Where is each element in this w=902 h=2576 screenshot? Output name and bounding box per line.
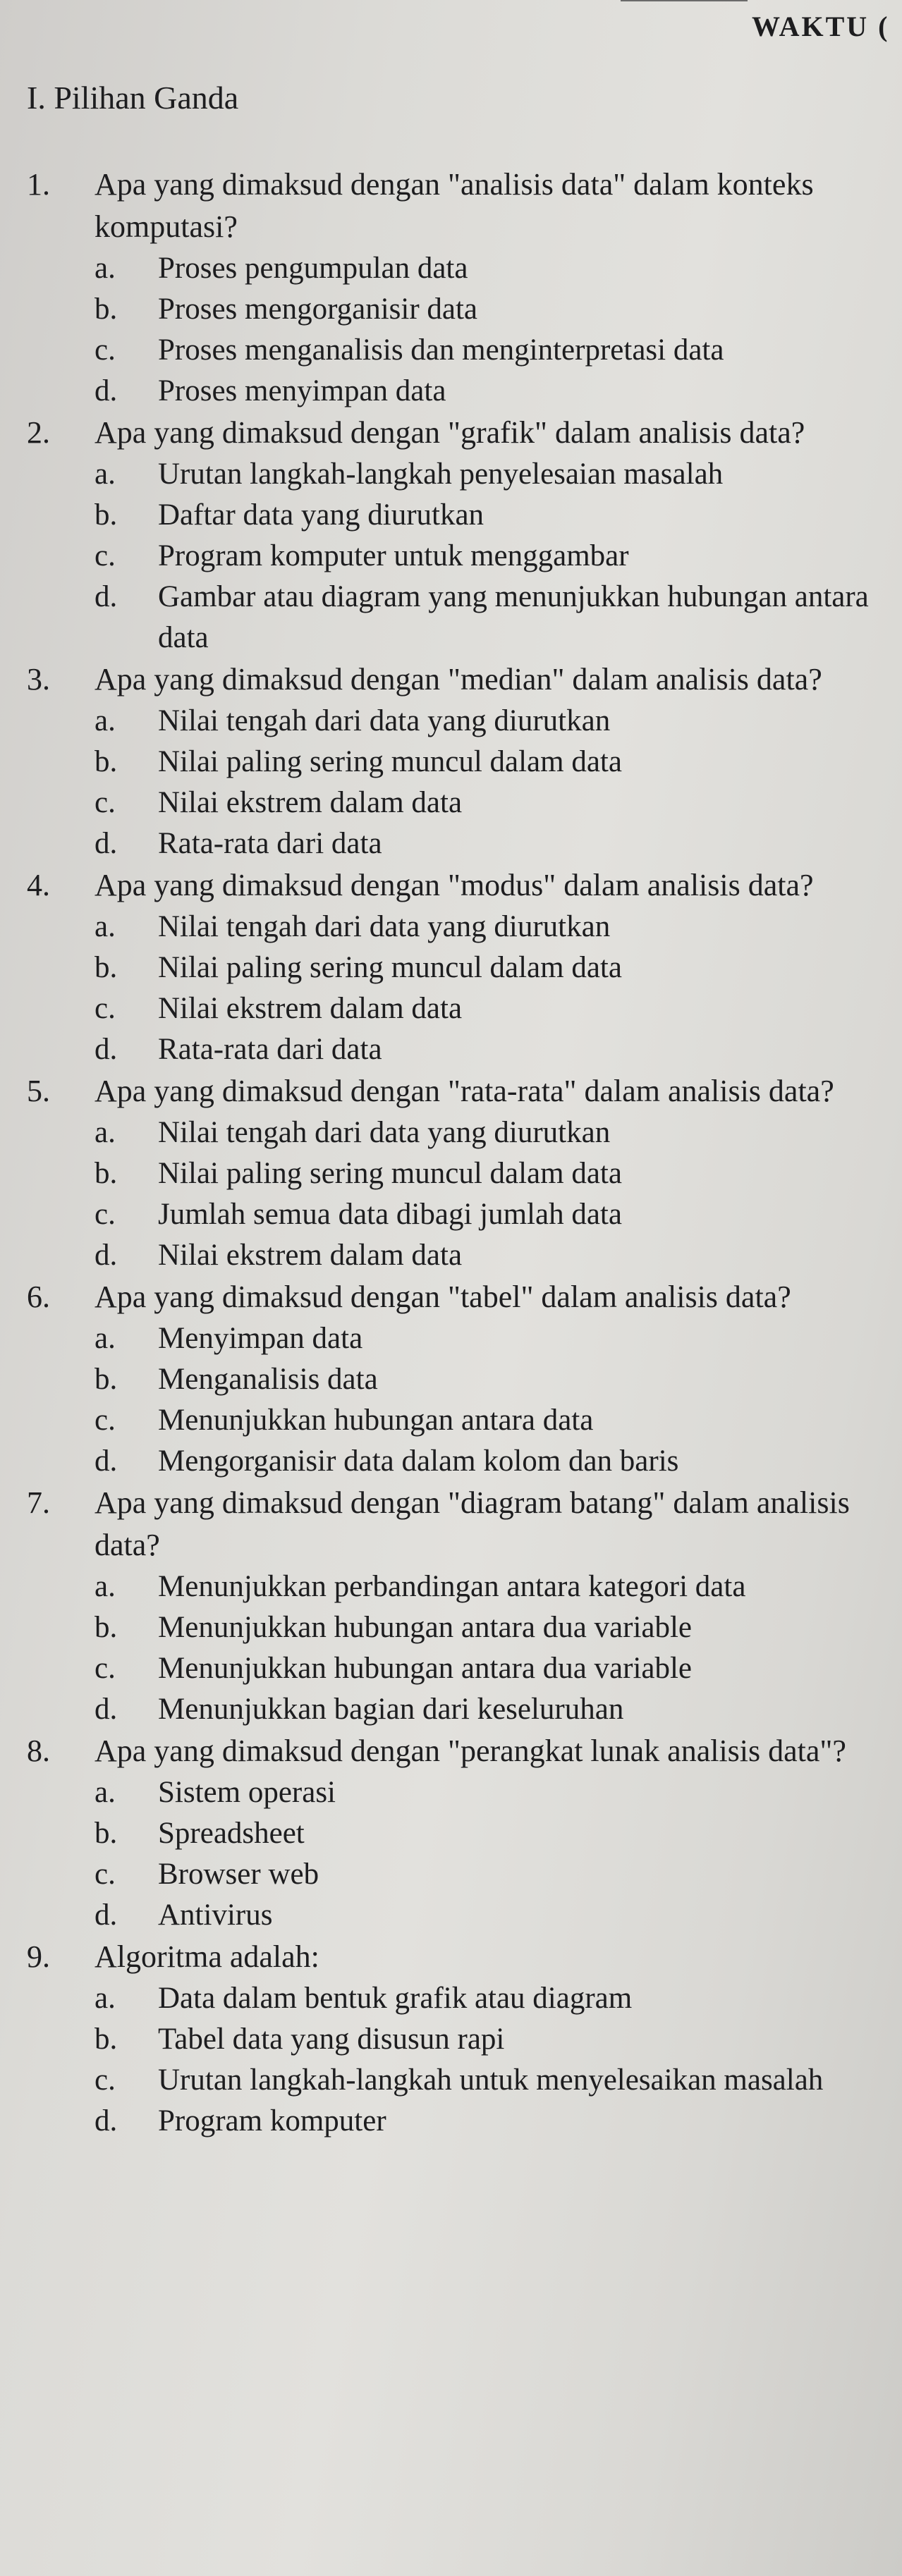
answer-option-d bbox=[0, 823, 902, 864]
answer-option-b bbox=[0, 1607, 902, 1648]
question-text: Apa yang dimaksud dengan "tabel" dalam analisis data? bbox=[95, 1280, 791, 1314]
question-text: Apa yang dimaksud dengan "diagram batang" dalam analisis data? bbox=[95, 1485, 850, 1562]
option-text: Data dalam bentuk grafik atau diagram bbox=[158, 1982, 633, 2015]
answer-option-b bbox=[0, 289, 902, 330]
question-stem bbox=[0, 1730, 902, 1772]
option-letter: b. bbox=[95, 951, 118, 984]
option-letter: b. bbox=[95, 745, 118, 778]
question-4 bbox=[0, 864, 902, 1070]
question-number: 4. bbox=[27, 868, 50, 902]
option-text: Urutan langkah-langkah untuk menyelesaikan masalah bbox=[158, 2063, 824, 2097]
answer-option-c bbox=[0, 1400, 902, 1441]
option-letter: d. bbox=[95, 1445, 118, 1478]
answer-option-c bbox=[0, 1194, 902, 1235]
option-letter: b. bbox=[95, 1611, 118, 1644]
question-number: 7. bbox=[27, 1485, 50, 1520]
question-number: 3. bbox=[27, 662, 50, 697]
option-text: Spreadsheet bbox=[158, 1817, 305, 1850]
option-letter: b. bbox=[95, 293, 118, 326]
option-letter: c. bbox=[95, 539, 116, 572]
answer-option-c bbox=[0, 1854, 902, 1895]
question-stem bbox=[0, 658, 902, 701]
top-rule-line bbox=[621, 0, 748, 1]
option-text: Jumlah semua data dibagi jumlah data bbox=[158, 1198, 622, 1231]
option-letter: d. bbox=[95, 1899, 118, 1932]
option-text: Rata-rata dari data bbox=[158, 827, 382, 860]
option-letter: a. bbox=[95, 1776, 116, 1809]
question-number: 8. bbox=[27, 1734, 50, 1768]
answer-option-a bbox=[0, 454, 902, 495]
question-text: Apa yang dimaksud dengan "median" dalam analisis data? bbox=[95, 662, 822, 697]
option-text: Nilai tengah dari data yang diurutkan bbox=[158, 704, 611, 737]
question-number: 6. bbox=[27, 1280, 50, 1314]
question-stem bbox=[0, 164, 902, 248]
option-letter: c. bbox=[95, 1858, 116, 1891]
answer-option-a bbox=[0, 1318, 902, 1359]
answer-option-c bbox=[0, 2060, 902, 2101]
answer-option-c bbox=[0, 783, 902, 823]
option-text: Menyimpan data bbox=[158, 1322, 363, 1355]
answer-option-b bbox=[0, 1813, 902, 1854]
option-text: Nilai ekstrem dalam data bbox=[158, 1239, 463, 1272]
option-letter: a. bbox=[95, 1982, 116, 2015]
option-letter: a. bbox=[95, 1322, 116, 1355]
question-stem bbox=[0, 412, 902, 454]
option-text: Nilai tengah dari data yang diurutkan bbox=[158, 1116, 611, 1149]
question-2 bbox=[0, 412, 902, 658]
answer-option-b bbox=[0, 947, 902, 988]
option-text: Menunjukkan hubungan antara data bbox=[158, 1404, 594, 1437]
question-text: Apa yang dimaksud dengan "analisis data" dalam konteks komputasi? bbox=[95, 167, 814, 244]
answer-option-b bbox=[0, 1153, 902, 1194]
option-text: Menganalisis data bbox=[158, 1363, 378, 1396]
option-letter: a. bbox=[95, 704, 116, 737]
option-letter: c. bbox=[95, 992, 116, 1025]
option-text: Nilai ekstrem dalam data bbox=[158, 786, 463, 819]
answer-option-c bbox=[0, 988, 902, 1029]
option-text: Nilai ekstrem dalam data bbox=[158, 992, 463, 1025]
option-text: Proses pengumpulan data bbox=[158, 252, 468, 285]
answer-option-d bbox=[0, 371, 902, 412]
option-letter: c. bbox=[95, 2063, 116, 2097]
option-text: Tabel data yang disusun rapi bbox=[158, 2023, 505, 2056]
option-letter: d. bbox=[95, 2104, 118, 2138]
section-title: I. Pilihan Ganda bbox=[27, 80, 239, 116]
answer-option-a bbox=[0, 1978, 902, 2019]
option-text: Mengorganisir data dalam kolom dan baris bbox=[158, 1445, 679, 1478]
answer-option-d bbox=[0, 1441, 902, 1482]
option-text: Urutan langkah-langkah penyelesaian masalah bbox=[158, 458, 724, 491]
answer-option-d bbox=[0, 1689, 902, 1730]
question-7 bbox=[0, 1482, 902, 1730]
option-letter: d. bbox=[95, 1033, 118, 1066]
waktu-header: WAKTU ( bbox=[752, 11, 890, 42]
answer-option-a bbox=[0, 701, 902, 742]
question-5 bbox=[0, 1070, 902, 1276]
option-text: Menunjukkan bagian dari keseluruhan bbox=[158, 1693, 624, 1726]
question-text: Apa yang dimaksud dengan "modus" dalam analisis data? bbox=[95, 868, 814, 902]
question-list bbox=[0, 164, 902, 2142]
answer-option-c bbox=[0, 330, 902, 371]
question-8 bbox=[0, 1730, 902, 1936]
question-number: 9. bbox=[27, 1939, 50, 1974]
answer-option-b bbox=[0, 495, 902, 536]
option-letter: b. bbox=[95, 2023, 118, 2056]
option-letter: d. bbox=[95, 374, 118, 407]
answer-option-c bbox=[0, 536, 902, 577]
answer-option-d bbox=[0, 1235, 902, 1276]
option-text: Proses menyimpan data bbox=[158, 374, 446, 407]
option-letter: c. bbox=[95, 786, 116, 819]
option-text: Proses mengorganisir data bbox=[158, 293, 478, 326]
option-letter: a. bbox=[95, 910, 116, 943]
option-letter: a. bbox=[95, 252, 116, 285]
option-text: Sistem operasi bbox=[158, 1776, 336, 1809]
option-letter: c. bbox=[95, 333, 116, 367]
option-text: Menunjukkan hubungan antara dua variable bbox=[158, 1611, 693, 1644]
question-1 bbox=[0, 164, 902, 412]
option-text: Nilai tengah dari data yang diurutkan bbox=[158, 910, 611, 943]
option-letter: c. bbox=[95, 1198, 116, 1231]
option-letter: d. bbox=[95, 1693, 118, 1726]
option-text: Menunjukkan perbandingan antara kategori data bbox=[158, 1570, 746, 1603]
question-9 bbox=[0, 1936, 902, 2142]
question-number: 5. bbox=[27, 1074, 50, 1108]
answer-option-c bbox=[0, 1648, 902, 1689]
option-text: Gambar atau diagram yang menunjukkan hubungan antara data bbox=[158, 580, 869, 654]
question-number: 2. bbox=[27, 415, 50, 450]
answer-option-a bbox=[0, 1566, 902, 1607]
answer-option-a bbox=[0, 1772, 902, 1813]
question-stem bbox=[0, 1936, 902, 1978]
question-number: 1. bbox=[27, 167, 50, 202]
option-letter: b. bbox=[95, 1817, 118, 1850]
answer-option-b bbox=[0, 742, 902, 783]
question-3 bbox=[0, 658, 902, 864]
option-letter: d. bbox=[95, 827, 118, 860]
option-text: Browser web bbox=[158, 1858, 319, 1891]
question-text: Apa yang dimaksud dengan "rata-rata" dalam analisis data? bbox=[95, 1074, 834, 1108]
answer-option-a bbox=[0, 1112, 902, 1153]
question-stem bbox=[0, 864, 902, 907]
option-text: Rata-rata dari data bbox=[158, 1033, 382, 1066]
option-text: Daftar data yang diurutkan bbox=[158, 498, 484, 532]
answer-option-a bbox=[0, 248, 902, 289]
option-text: Proses menganalisis dan menginterpretasi data bbox=[158, 333, 724, 367]
option-letter: b. bbox=[95, 1363, 118, 1396]
answer-option-b bbox=[0, 1359, 902, 1400]
option-letter: c. bbox=[95, 1652, 116, 1685]
option-text: Program komputer bbox=[158, 2104, 386, 2138]
question-stem bbox=[0, 1482, 902, 1566]
answer-option-a bbox=[0, 907, 902, 947]
option-text: Program komputer untuk menggambar bbox=[158, 539, 629, 572]
option-text: Antivirus bbox=[158, 1899, 273, 1932]
option-letter: d. bbox=[95, 580, 118, 613]
option-text: Nilai paling sering muncul dalam data bbox=[158, 745, 622, 778]
option-text: Menunjukkan hubungan antara dua variable bbox=[158, 1652, 693, 1685]
question-text: Apa yang dimaksud dengan "grafik" dalam analisis data? bbox=[95, 415, 805, 450]
answer-option-d bbox=[0, 1895, 902, 1936]
question-text: Apa yang dimaksud dengan "perangkat lunak analisis data"? bbox=[95, 1734, 846, 1768]
question-6 bbox=[0, 1276, 902, 1482]
answer-option-d bbox=[0, 577, 902, 658]
answer-option-d bbox=[0, 1029, 902, 1070]
option-letter: b. bbox=[95, 498, 118, 532]
answer-option-d bbox=[0, 2101, 902, 2142]
answer-option-b bbox=[0, 2019, 902, 2060]
question-text: Algoritma adalah: bbox=[95, 1939, 319, 1974]
option-letter: a. bbox=[95, 1570, 116, 1603]
question-stem bbox=[0, 1276, 902, 1318]
question-stem bbox=[0, 1070, 902, 1112]
option-text: Nilai paling sering muncul dalam data bbox=[158, 951, 622, 984]
option-letter: a. bbox=[95, 1116, 116, 1149]
option-text: Nilai paling sering muncul dalam data bbox=[158, 1157, 622, 1190]
option-letter: a. bbox=[95, 458, 116, 491]
option-letter: c. bbox=[95, 1404, 116, 1437]
option-letter: b. bbox=[95, 1157, 118, 1190]
option-letter: d. bbox=[95, 1239, 118, 1272]
